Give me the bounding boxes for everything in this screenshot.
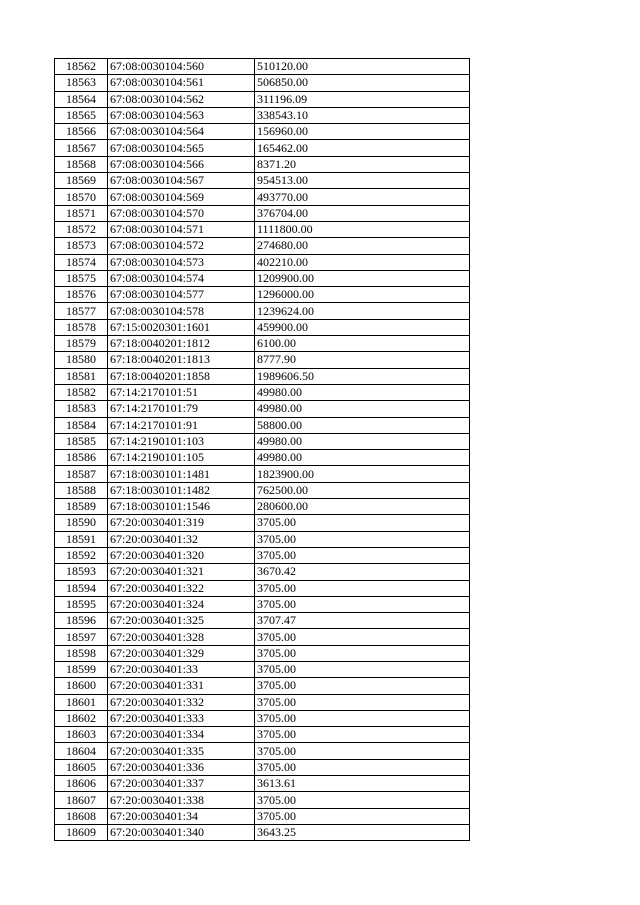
cadastral-number-cell: 67:14:2170101:79 xyxy=(108,401,255,417)
row-number-cell: 18595 xyxy=(55,596,108,612)
value-cell: 1111800.00 xyxy=(255,221,470,237)
table-row xyxy=(55,613,470,629)
value-cell: 3705.00 xyxy=(255,759,470,775)
table-row xyxy=(55,368,470,384)
row-number-cell: 18564 xyxy=(55,91,108,107)
value-cell: 3705.00 xyxy=(255,727,470,743)
table-row xyxy=(55,254,470,270)
value-cell: 402210.00 xyxy=(255,254,470,270)
row-number-cell: 18609 xyxy=(55,824,108,840)
value-cell: 3705.00 xyxy=(255,531,470,547)
cadastral-number-cell: 67:08:0030104:566 xyxy=(108,156,255,172)
table-row xyxy=(55,384,470,400)
row-number-cell: 18569 xyxy=(55,173,108,189)
table-row xyxy=(55,499,470,515)
value-cell: 3705.00 xyxy=(255,661,470,677)
table-row xyxy=(55,645,470,661)
value-cell: 1989606.50 xyxy=(255,368,470,384)
cadastral-number-cell: 67:18:0040201:1858 xyxy=(108,368,255,384)
table-row xyxy=(55,417,470,433)
table-row xyxy=(55,743,470,759)
value-cell: 3705.00 xyxy=(255,792,470,808)
row-number-cell: 18581 xyxy=(55,368,108,384)
cadastral-number-cell: 67:18:0040201:1812 xyxy=(108,336,255,352)
table-row xyxy=(55,221,470,237)
value-cell: 49980.00 xyxy=(255,401,470,417)
row-number-cell: 18607 xyxy=(55,792,108,808)
row-number-cell: 18580 xyxy=(55,352,108,368)
table-row xyxy=(55,466,470,482)
table-row xyxy=(55,205,470,221)
row-number-cell: 18586 xyxy=(55,450,108,466)
cadastral-number-cell: 67:20:0030401:32 xyxy=(108,531,255,547)
cadastral-number-cell: 67:08:0030104:573 xyxy=(108,254,255,270)
row-number-cell: 18594 xyxy=(55,580,108,596)
row-number-cell: 18600 xyxy=(55,678,108,694)
value-cell: 3705.00 xyxy=(255,694,470,710)
table-row xyxy=(55,661,470,677)
cadastral-number-cell: 67:20:0030401:337 xyxy=(108,776,255,792)
cadastral-number-cell: 67:20:0030401:336 xyxy=(108,759,255,775)
value-cell: 510120.00 xyxy=(255,59,470,75)
cadastral-number-cell: 67:20:0030401:34 xyxy=(108,808,255,824)
row-number-cell: 18597 xyxy=(55,629,108,645)
value-cell: 49980.00 xyxy=(255,384,470,400)
row-number-cell: 18563 xyxy=(55,75,108,91)
table-row xyxy=(55,776,470,792)
value-cell: 8777.90 xyxy=(255,352,470,368)
cadastral-number-cell: 67:08:0030104:564 xyxy=(108,124,255,140)
cadastral-number-cell: 67:08:0030104:578 xyxy=(108,303,255,319)
cadastral-number-cell: 67:14:2190101:105 xyxy=(108,450,255,466)
row-number-cell: 18601 xyxy=(55,694,108,710)
cadastral-number-cell: 67:20:0030401:333 xyxy=(108,710,255,726)
cadastral-number-cell: 67:15:0020301:1601 xyxy=(108,319,255,335)
table-row xyxy=(55,140,470,156)
row-number-cell: 18570 xyxy=(55,189,108,205)
value-cell: 1296000.00 xyxy=(255,287,470,303)
cadastral-number-cell: 67:14:2170101:51 xyxy=(108,384,255,400)
table-row xyxy=(55,759,470,775)
table-row xyxy=(55,173,470,189)
table-row xyxy=(55,727,470,743)
row-number-cell: 18596 xyxy=(55,613,108,629)
row-number-cell: 18605 xyxy=(55,759,108,775)
cadastral-number-cell: 67:18:0030101:1546 xyxy=(108,499,255,515)
value-cell: 3707.47 xyxy=(255,613,470,629)
cadastral-number-cell: 67:08:0030104:577 xyxy=(108,287,255,303)
value-cell: 3705.00 xyxy=(255,515,470,531)
row-number-cell: 18588 xyxy=(55,482,108,498)
value-cell: 156960.00 xyxy=(255,124,470,140)
table-row xyxy=(55,107,470,123)
table-row xyxy=(55,531,470,547)
value-cell: 3705.00 xyxy=(255,743,470,759)
row-number-cell: 18584 xyxy=(55,417,108,433)
row-number-cell: 18590 xyxy=(55,515,108,531)
row-number-cell: 18575 xyxy=(55,270,108,286)
table-row xyxy=(55,352,470,368)
table-row xyxy=(55,710,470,726)
table-row xyxy=(55,792,470,808)
row-number-cell: 18603 xyxy=(55,727,108,743)
cadastral-number-cell: 67:08:0030104:574 xyxy=(108,270,255,286)
row-number-cell: 18604 xyxy=(55,743,108,759)
value-cell: 3705.00 xyxy=(255,580,470,596)
value-cell: 493770.00 xyxy=(255,189,470,205)
cadastral-number-cell: 67:08:0030104:563 xyxy=(108,107,255,123)
row-number-cell: 18574 xyxy=(55,254,108,270)
row-number-cell: 18599 xyxy=(55,661,108,677)
cadastral-value-table xyxy=(54,58,470,841)
table-body xyxy=(55,59,470,841)
value-cell: 280600.00 xyxy=(255,499,470,515)
table-row xyxy=(55,401,470,417)
value-cell: 165462.00 xyxy=(255,140,470,156)
row-number-cell: 18582 xyxy=(55,384,108,400)
cadastral-number-cell: 67:20:0030401:332 xyxy=(108,694,255,710)
cadastral-number-cell: 67:20:0030401:334 xyxy=(108,727,255,743)
row-number-cell: 18598 xyxy=(55,645,108,661)
cadastral-number-cell: 67:20:0030401:33 xyxy=(108,661,255,677)
value-cell: 3705.00 xyxy=(255,678,470,694)
table-row xyxy=(55,450,470,466)
value-cell: 3705.00 xyxy=(255,808,470,824)
value-cell: 311196.09 xyxy=(255,91,470,107)
cadastral-number-cell: 67:20:0030401:319 xyxy=(108,515,255,531)
value-cell: 49980.00 xyxy=(255,450,470,466)
cadastral-number-cell: 67:20:0030401:335 xyxy=(108,743,255,759)
row-number-cell: 18583 xyxy=(55,401,108,417)
row-number-cell: 18567 xyxy=(55,140,108,156)
cadastral-number-cell: 67:20:0030401:321 xyxy=(108,564,255,580)
cadastral-number-cell: 67:20:0030401:328 xyxy=(108,629,255,645)
row-number-cell: 18578 xyxy=(55,319,108,335)
table-row xyxy=(55,303,470,319)
row-number-cell: 18591 xyxy=(55,531,108,547)
row-number-cell: 18579 xyxy=(55,336,108,352)
table-row xyxy=(55,433,470,449)
table-row xyxy=(55,564,470,580)
value-cell: 1823900.00 xyxy=(255,466,470,482)
cadastral-number-cell: 67:08:0030104:560 xyxy=(108,59,255,75)
table-row xyxy=(55,189,470,205)
row-number-cell: 18606 xyxy=(55,776,108,792)
table-row xyxy=(55,596,470,612)
cadastral-number-cell: 67:08:0030104:567 xyxy=(108,173,255,189)
value-cell: 1209900.00 xyxy=(255,270,470,286)
value-cell: 3613.61 xyxy=(255,776,470,792)
table-row xyxy=(55,59,470,75)
table-row xyxy=(55,319,470,335)
table-row xyxy=(55,287,470,303)
value-cell: 6100.00 xyxy=(255,336,470,352)
value-cell: 8371.20 xyxy=(255,156,470,172)
row-number-cell: 18589 xyxy=(55,499,108,515)
value-cell: 3670.42 xyxy=(255,564,470,580)
value-cell: 3705.00 xyxy=(255,629,470,645)
row-number-cell: 18571 xyxy=(55,205,108,221)
value-cell: 338543.10 xyxy=(255,107,470,123)
value-cell: 3705.00 xyxy=(255,710,470,726)
table-row xyxy=(55,515,470,531)
row-number-cell: 18573 xyxy=(55,238,108,254)
row-number-cell: 18592 xyxy=(55,547,108,563)
row-number-cell: 18565 xyxy=(55,107,108,123)
cadastral-number-cell: 67:14:2190101:103 xyxy=(108,433,255,449)
row-number-cell: 18566 xyxy=(55,124,108,140)
row-number-cell: 18608 xyxy=(55,808,108,824)
table-row xyxy=(55,678,470,694)
row-number-cell: 18562 xyxy=(55,59,108,75)
cadastral-number-cell: 67:08:0030104:569 xyxy=(108,189,255,205)
row-number-cell: 18568 xyxy=(55,156,108,172)
cadastral-number-cell: 67:20:0030401:325 xyxy=(108,613,255,629)
cadastral-number-cell: 67:08:0030104:572 xyxy=(108,238,255,254)
cadastral-number-cell: 67:08:0030104:571 xyxy=(108,221,255,237)
table-row xyxy=(55,482,470,498)
value-cell: 49980.00 xyxy=(255,433,470,449)
cadastral-number-cell: 67:20:0030401:331 xyxy=(108,678,255,694)
cadastral-number-cell: 67:14:2170101:91 xyxy=(108,417,255,433)
value-cell: 376704.00 xyxy=(255,205,470,221)
table-row xyxy=(55,824,470,840)
value-cell: 3705.00 xyxy=(255,547,470,563)
value-cell: 506850.00 xyxy=(255,75,470,91)
value-cell: 762500.00 xyxy=(255,482,470,498)
table-row xyxy=(55,694,470,710)
cadastral-number-cell: 67:20:0030401:320 xyxy=(108,547,255,563)
row-number-cell: 18587 xyxy=(55,466,108,482)
cadastral-number-cell: 67:20:0030401:322 xyxy=(108,580,255,596)
row-number-cell: 18585 xyxy=(55,433,108,449)
cadastral-number-cell: 67:20:0030401:340 xyxy=(108,824,255,840)
value-cell: 954513.00 xyxy=(255,173,470,189)
value-cell: 459900.00 xyxy=(255,319,470,335)
row-number-cell: 18576 xyxy=(55,287,108,303)
cadastral-number-cell: 67:08:0030104:561 xyxy=(108,75,255,91)
cadastral-number-cell: 67:08:0030104:565 xyxy=(108,140,255,156)
table-row xyxy=(55,156,470,172)
table-row xyxy=(55,580,470,596)
cadastral-number-cell: 67:18:0030101:1482 xyxy=(108,482,255,498)
table-row xyxy=(55,629,470,645)
cadastral-number-cell: 67:20:0030401:324 xyxy=(108,596,255,612)
cadastral-number-cell: 67:08:0030104:570 xyxy=(108,205,255,221)
cadastral-number-cell: 67:18:0040201:1813 xyxy=(108,352,255,368)
table-row xyxy=(55,75,470,91)
table-row xyxy=(55,91,470,107)
value-cell: 3705.00 xyxy=(255,596,470,612)
value-cell: 3705.00 xyxy=(255,645,470,661)
table-row xyxy=(55,547,470,563)
cadastral-number-cell: 67:20:0030401:338 xyxy=(108,792,255,808)
row-number-cell: 18577 xyxy=(55,303,108,319)
table-row xyxy=(55,270,470,286)
value-cell: 274680.00 xyxy=(255,238,470,254)
row-number-cell: 18572 xyxy=(55,221,108,237)
value-cell: 58800.00 xyxy=(255,417,470,433)
table-row xyxy=(55,808,470,824)
row-number-cell: 18602 xyxy=(55,710,108,726)
table-row xyxy=(55,336,470,352)
cadastral-number-cell: 67:18:0030101:1481 xyxy=(108,466,255,482)
cadastral-number-cell: 67:20:0030401:329 xyxy=(108,645,255,661)
table-row xyxy=(55,238,470,254)
cadastral-number-cell: 67:08:0030104:562 xyxy=(108,91,255,107)
value-cell: 1239624.00 xyxy=(255,303,470,319)
value-cell: 3643.25 xyxy=(255,824,470,840)
table-row xyxy=(55,124,470,140)
row-number-cell: 18593 xyxy=(55,564,108,580)
